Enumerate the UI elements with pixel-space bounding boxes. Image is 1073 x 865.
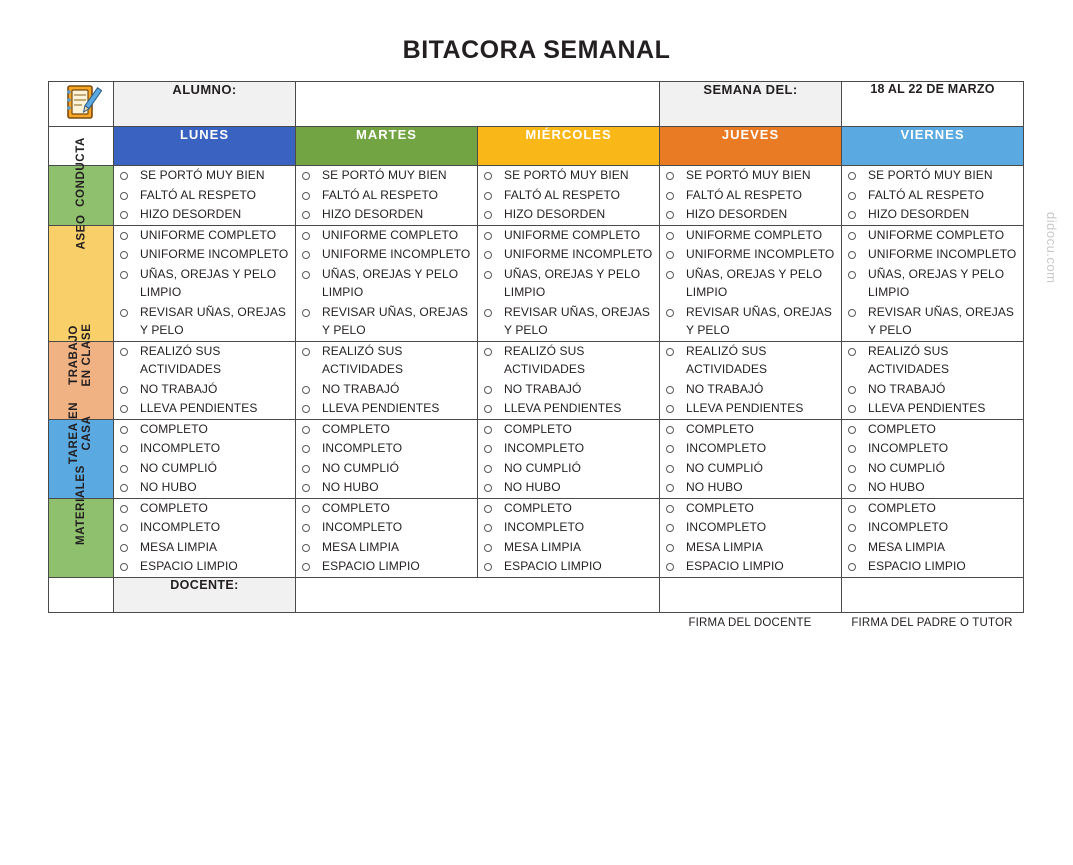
option-item[interactable]: UÑAS, OREJAS Y PELO LIMPIO: [296, 265, 477, 302]
watermark: didocu.com: [1044, 212, 1059, 284]
option-item[interactable]: UNIFORME INCOMPLETO: [296, 245, 477, 264]
cell-materiales-viernes[interactable]: [842, 498, 1024, 577]
option-item[interactable]: ESPACIO LIMPIO: [114, 557, 295, 576]
week-value[interactable]: 18 AL 22 DE MARZO: [842, 82, 1024, 127]
signature-captions: [48, 613, 1023, 635]
option-item[interactable]: UNIFORME COMPLETO: [296, 226, 477, 245]
day-header-row: [49, 127, 1024, 166]
option-item[interactable]: REVISAR UÑAS, OREJAS Y PELO: [296, 303, 477, 340]
option-item[interactable]: UNIFORME COMPLETO: [114, 226, 295, 245]
cell-materiales-jueves[interactable]: [660, 498, 842, 577]
row-label-materiales: [49, 464, 114, 577]
option-item[interactable]: COMPLETO: [114, 420, 295, 439]
cell-tarea-viernes[interactable]: [842, 419, 1024, 498]
weekly-log-table: [48, 81, 1024, 613]
option-item[interactable]: FALTÓ AL RESPETO: [114, 186, 295, 205]
option-item[interactable]: NO CUMPLIÓ: [296, 459, 477, 478]
option-item[interactable]: NO TRABAJÓ: [114, 380, 295, 399]
option-item[interactable]: INCOMPLETO: [114, 439, 295, 458]
option-item[interactable]: SE PORTÓ MUY BIEN: [842, 166, 1023, 185]
cell-materiales-miercoles[interactable]: [478, 498, 660, 577]
option-item[interactable]: MESA LIMPIA: [114, 538, 295, 557]
option-item[interactable]: LLEVA PENDIENTES: [296, 399, 477, 418]
option-item[interactable]: INCOMPLETO: [478, 518, 659, 537]
cell-aseo-lunes[interactable]: [114, 225, 296, 341]
option-item[interactable]: INCOMPLETO: [114, 518, 295, 537]
option-item[interactable]: ESPACIO LIMPIO: [478, 557, 659, 576]
option-item[interactable]: FALTÓ AL RESPETO: [296, 186, 477, 205]
option-item[interactable]: INCOMPLETO: [842, 518, 1023, 537]
option-item[interactable]: REALIZÓ SUS ACTIVIDADES: [842, 342, 1023, 379]
row-label-conducta-text: CONDUCTA: [75, 137, 87, 207]
cell-conducta-jueves[interactable]: [660, 166, 842, 226]
option-item[interactable]: REALIZÓ SUS ACTIVIDADES: [660, 342, 841, 379]
option-item[interactable]: COMPLETO: [478, 499, 659, 518]
option-item[interactable]: MESA LIMPIA: [660, 538, 841, 557]
option-item[interactable]: REALIZÓ SUS ACTIVIDADES: [478, 342, 659, 379]
option-item[interactable]: MESA LIMPIA: [296, 538, 477, 557]
option-item[interactable]: UNIFORME INCOMPLETO: [660, 245, 841, 264]
student-label: ALUMNO:: [114, 82, 296, 127]
option-item[interactable]: REALIZÓ SUS ACTIVIDADES: [296, 342, 477, 379]
option-item[interactable]: ESPACIO LIMPIO: [296, 557, 477, 576]
option-item[interactable]: LLEVA PENDIENTES: [842, 399, 1023, 418]
option-item[interactable]: REVISAR UÑAS, OREJAS Y PELO: [114, 303, 295, 340]
docente-label: DOCENTE:: [114, 577, 296, 612]
day-header-viernes: VIERNES: [842, 127, 1024, 166]
option-item[interactable]: HIZO DESORDEN: [478, 205, 659, 224]
firma-docente-field[interactable]: [660, 577, 842, 612]
cell-aseo-viernes[interactable]: [842, 225, 1024, 341]
option-item[interactable]: LLEVA PENDIENTES: [478, 399, 659, 418]
option-item[interactable]: REVISAR UÑAS, OREJAS Y PELO: [660, 303, 841, 340]
option-item[interactable]: UÑAS, OREJAS Y PELO LIMPIO: [478, 265, 659, 302]
cell-materiales-lunes[interactable]: [114, 498, 296, 577]
option-item[interactable]: MESA LIMPIA: [842, 538, 1023, 557]
footer-corner-cell: [49, 577, 114, 612]
option-item[interactable]: UÑAS, OREJAS Y PELO LIMPIO: [114, 265, 295, 302]
option-item[interactable]: COMPLETO: [114, 499, 295, 518]
option-item[interactable]: FALTÓ AL RESPETO: [842, 186, 1023, 205]
option-item[interactable]: INCOMPLETO: [296, 439, 477, 458]
docente-value-field[interactable]: [296, 577, 660, 612]
option-item[interactable]: NO HUBO: [842, 478, 1023, 497]
option-item[interactable]: LLEVA PENDIENTES: [114, 399, 295, 418]
option-item[interactable]: HIZO DESORDEN: [660, 205, 841, 224]
cell-aseo-miercoles[interactable]: [478, 225, 660, 341]
cell-trabajo-lunes[interactable]: [114, 341, 296, 419]
option-item[interactable]: SE PORTÓ MUY BIEN: [660, 166, 841, 185]
cell-trabajo-jueves[interactable]: [660, 341, 842, 419]
page-title: BITACORA SEMANAL: [402, 36, 671, 64]
option-item[interactable]: HIZO DESORDEN: [114, 205, 295, 224]
row-label-aseo-text: ASEO: [75, 214, 87, 249]
cell-aseo-jueves[interactable]: [660, 225, 842, 341]
option-item[interactable]: NO HUBO: [114, 478, 295, 497]
option-item[interactable]: COMPLETO: [842, 499, 1023, 518]
option-item[interactable]: NO TRABAJÓ: [660, 380, 841, 399]
cell-aseo-martes[interactable]: [296, 225, 478, 341]
option-item[interactable]: INCOMPLETO: [660, 439, 841, 458]
option-item[interactable]: INCOMPLETO: [660, 518, 841, 537]
option-item[interactable]: ESPACIO LIMPIO: [660, 557, 841, 576]
option-item[interactable]: COMPLETO: [296, 420, 477, 439]
option-item[interactable]: REVISAR UÑAS, OREJAS Y PELO: [842, 303, 1023, 340]
option-item[interactable]: LLEVA PENDIENTES: [660, 399, 841, 418]
option-item[interactable]: COMPLETO: [660, 420, 841, 439]
day-header-lunes: LUNES: [114, 127, 296, 166]
day-header-jueves: JUEVES: [660, 127, 842, 166]
week-label: SEMANA DEL:: [660, 82, 842, 127]
option-item[interactable]: HIZO DESORDEN: [296, 205, 477, 224]
option-item[interactable]: NO TRABAJÓ: [842, 380, 1023, 399]
cell-trabajo-miercoles[interactable]: [478, 341, 660, 419]
option-item[interactable]: FALTÓ AL RESPETO: [660, 186, 841, 205]
option-item[interactable]: SE PORTÓ MUY BIEN: [296, 166, 477, 185]
student-value-field[interactable]: [296, 82, 660, 127]
firma-docente-caption: FIRMA DEL DOCENTE: [688, 616, 812, 629]
option-item[interactable]: COMPLETO: [296, 499, 477, 518]
option-item[interactable]: UNIFORME INCOMPLETO: [114, 245, 295, 264]
firma-tutor-field[interactable]: [842, 577, 1024, 612]
option-item[interactable]: UÑAS, OREJAS Y PELO LIMPIO: [660, 265, 841, 302]
table-header-row: [49, 82, 1024, 127]
option-item[interactable]: NO CUMPLIÓ: [114, 459, 295, 478]
option-item[interactable]: SE PORTÓ MUY BIEN: [114, 166, 295, 185]
option-item[interactable]: INCOMPLETO: [842, 439, 1023, 458]
worksheet-page: [0, 36, 1073, 865]
table-row-trabajo-en-clase: [49, 341, 1024, 419]
option-item[interactable]: NO CUMPLIÓ: [478, 459, 659, 478]
option-item[interactable]: SE PORTÓ MUY BIEN: [478, 166, 659, 185]
cell-tarea-lunes[interactable]: [114, 419, 296, 498]
cell-tarea-miercoles[interactable]: [478, 419, 660, 498]
option-item[interactable]: FALTÓ AL RESPETO: [478, 186, 659, 205]
option-item[interactable]: HIZO DESORDEN: [842, 205, 1023, 224]
option-item[interactable]: UNIFORME INCOMPLETO: [842, 245, 1023, 264]
option-item[interactable]: NO HUBO: [296, 478, 477, 497]
option-item[interactable]: MESA LIMPIA: [478, 538, 659, 557]
option-item[interactable]: NO HUBO: [660, 478, 841, 497]
option-item[interactable]: UNIFORME COMPLETO: [478, 226, 659, 245]
table-row-materiales: [49, 498, 1024, 577]
row-label-trabajo-en-clase-text: TRABAJO EN CLASE: [68, 323, 93, 386]
option-item[interactable]: NO TRABAJÓ: [296, 380, 477, 399]
table-row-conducta: [49, 166, 1024, 226]
option-item[interactable]: UNIFORME COMPLETO: [660, 226, 841, 245]
day-header-martes: MARTES: [296, 127, 478, 166]
cell-conducta-miercoles[interactable]: [478, 166, 660, 226]
option-item[interactable]: UNIFORME INCOMPLETO: [478, 245, 659, 264]
option-item[interactable]: COMPLETO: [478, 420, 659, 439]
table-row-aseo: [49, 225, 1024, 341]
cell-conducta-viernes[interactable]: [842, 166, 1024, 226]
option-item[interactable]: INCOMPLETO: [296, 518, 477, 537]
day-header-miercoles: MIÉRCOLES: [478, 127, 660, 166]
table-footer-row: [49, 577, 1024, 612]
option-item[interactable]: REALIZÓ SUS ACTIVIDADES: [114, 342, 295, 379]
option-item[interactable]: NO CUMPLIÓ: [842, 459, 1023, 478]
notebook-pencil-icon: [49, 82, 113, 122]
option-item[interactable]: REVISAR UÑAS, OREJAS Y PELO: [478, 303, 659, 340]
option-item[interactable]: COMPLETO: [842, 420, 1023, 439]
cell-tarea-jueves[interactable]: [660, 419, 842, 498]
option-item[interactable]: NO HUBO: [478, 478, 659, 497]
firma-tutor-caption: FIRMA DEL PADRE O TUTOR: [851, 616, 1013, 629]
cell-materiales-martes[interactable]: [296, 498, 478, 577]
cell-conducta-lunes[interactable]: [114, 166, 296, 226]
row-label-tarea-en-casa-text: TAREA EN CASA: [68, 401, 93, 464]
option-item[interactable]: NO CUMPLIÓ: [660, 459, 841, 478]
cell-trabajo-viernes[interactable]: [842, 341, 1024, 419]
option-item[interactable]: NO TRABAJÓ: [478, 380, 659, 399]
option-item[interactable]: ESPACIO LIMPIO: [842, 557, 1023, 576]
table-row-tarea-en-casa: [49, 419, 1024, 498]
cell-tarea-martes[interactable]: [296, 419, 478, 498]
cell-conducta-martes[interactable]: [296, 166, 478, 226]
option-item[interactable]: UÑAS, OREJAS Y PELO LIMPIO: [842, 265, 1023, 302]
option-item[interactable]: COMPLETO: [660, 499, 841, 518]
cell-trabajo-martes[interactable]: [296, 341, 478, 419]
row-label-materiales-text: MATERIALES: [75, 464, 87, 545]
option-item[interactable]: UNIFORME COMPLETO: [842, 226, 1023, 245]
notebook-icon-cell: [49, 82, 114, 127]
option-item[interactable]: INCOMPLETO: [478, 439, 659, 458]
